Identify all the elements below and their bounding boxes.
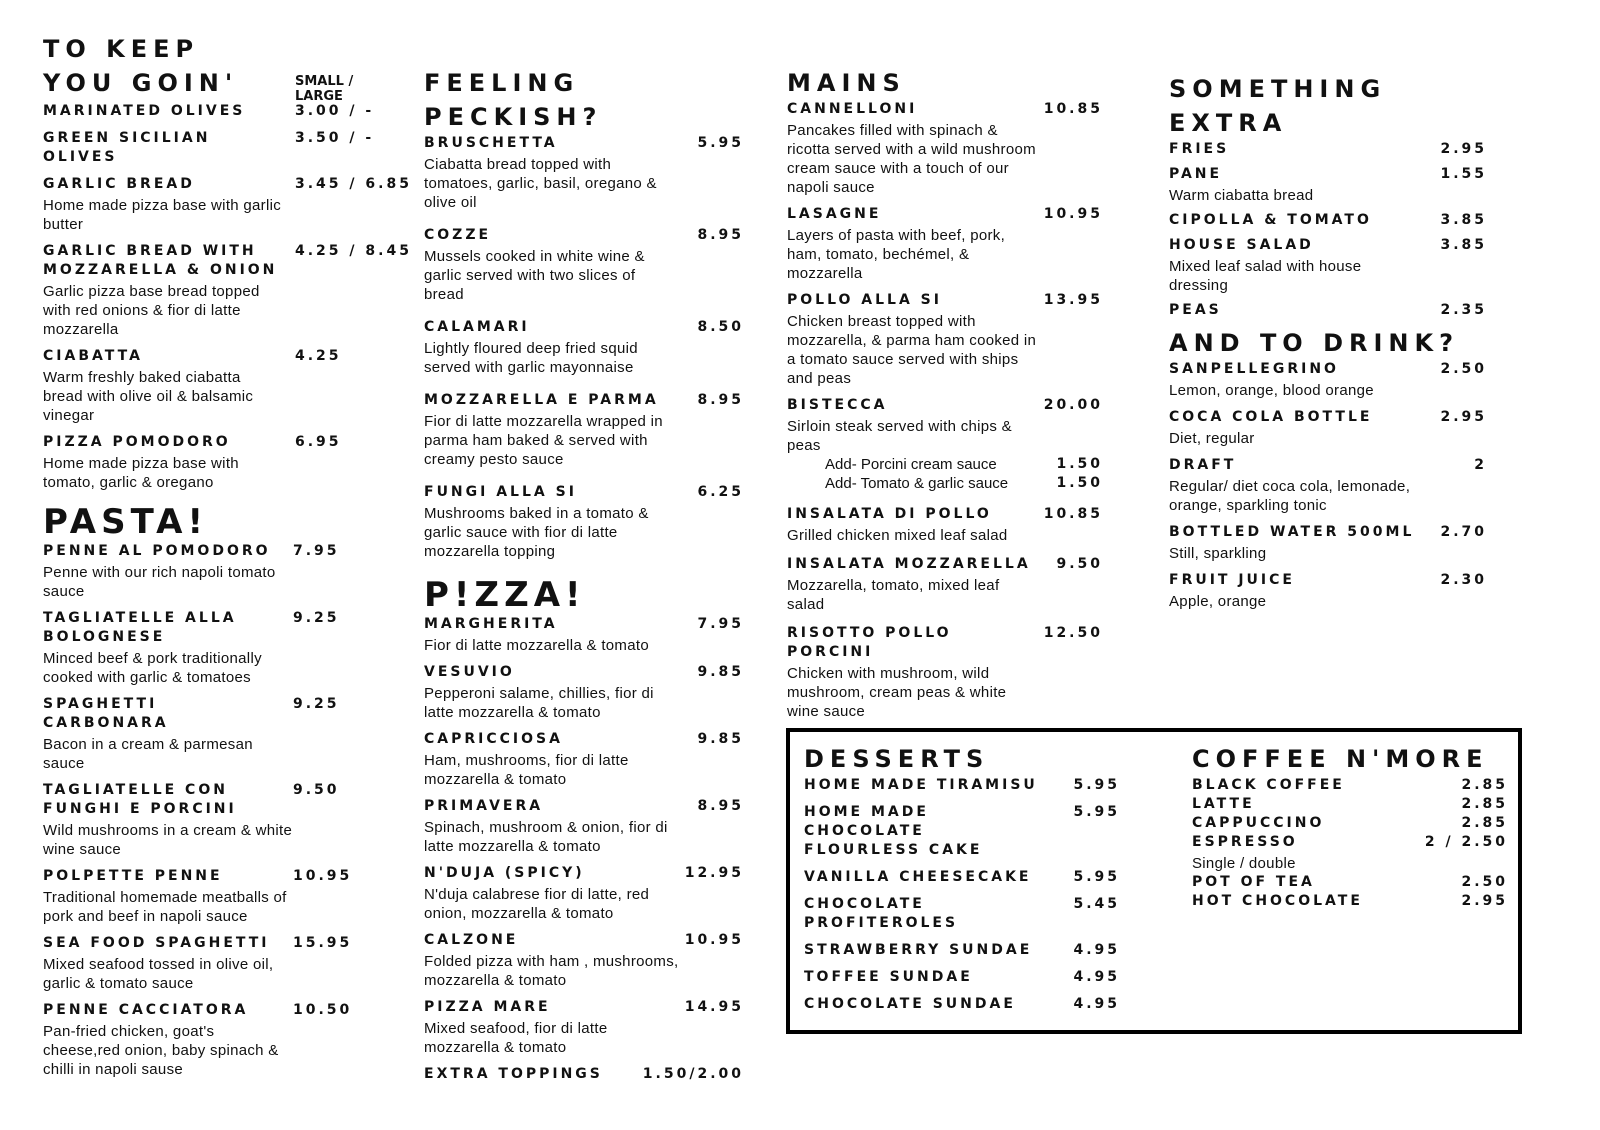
menu-item-name: INSALATA DI POLLO (787, 506, 992, 522)
menu-item-row (787, 505, 1103, 524)
menu-item-name: POLPETTE PENNE (43, 868, 223, 884)
menu-item-name: CANNELLONI (787, 101, 918, 117)
menu-item-name: HOME MADE CHOCOLATE FLOURLESS CAKE (804, 804, 983, 858)
menu-item-description: Sirloin steak served with chips & peas (787, 418, 1012, 454)
menu-item-name: PENNE AL POMODORO (43, 543, 271, 559)
menu-item-description: Penne with our rich napoli tomato sauce (43, 564, 276, 600)
menu-item-description: Chicken with mushroom, wild mushroom, cream peas & white wine sauce (787, 665, 1007, 720)
peckish-title: FEELING PECKISH? (424, 69, 603, 131)
menu-item-price: 8.95 (697, 227, 744, 243)
menu-item-price: 5.95 (1073, 804, 1120, 820)
menu-item (424, 615, 744, 655)
menu-item-name: CHOCOLATE SUNDAE (804, 996, 1016, 1012)
menu-item-price: 7.95 (697, 616, 744, 632)
menu-item-price: 4.95 (1073, 942, 1120, 958)
menu-item-price: 9.85 (697, 731, 744, 747)
menu-item-name: SEA FOOD SPAGHETTI (43, 935, 270, 951)
menu-item-row (424, 318, 744, 337)
menu-item-price: 1.50/2.00 (642, 1066, 744, 1082)
menu-item-price: 10.85 (1043, 506, 1103, 522)
menu-item-description: Minced beef & pork traditionally cooked with garlic & tomatoes (43, 650, 262, 686)
menu-item-row (43, 433, 403, 452)
menu-item-description: Warm freshly baked ciabatta bread with olive oil & balsamic vinegar (43, 369, 254, 424)
menu-item (1169, 140, 1487, 159)
menu-item (43, 242, 412, 339)
column-peckish-pizza (424, 66, 744, 1092)
menu-item-price: 12.95 (684, 865, 744, 881)
menu-item-row (1169, 456, 1487, 475)
menu-item-row (1169, 211, 1487, 230)
menu-item-row (424, 1065, 744, 1084)
menu-item-row (1169, 236, 1487, 255)
menu-item (43, 542, 353, 601)
menu-item (424, 1065, 744, 1084)
menu-item (43, 347, 403, 425)
menu-item (424, 931, 744, 990)
addon-row (787, 455, 1103, 474)
menu-item-row (43, 867, 353, 886)
menu-item-price: 12.50 (1043, 625, 1103, 641)
menu-item-row (1192, 833, 1508, 852)
menu-item-row (804, 968, 1120, 987)
menu-item-name: BISTECCA (787, 397, 888, 413)
menu-item-name: TAGLIATELLE CON FUNGHI E PORCINI (43, 782, 237, 817)
keep-list (43, 102, 412, 492)
menu-item-price: 9.25 (293, 610, 340, 626)
menu-item (43, 781, 353, 859)
menu-item-name: HOME MADE TIRAMISU (804, 777, 1038, 793)
menu-item-description: Pan-fried chicken, goat's cheese,red onion, baby spinach & chilli in napoli sause (43, 1023, 279, 1078)
menu-item-price: 6.25 (697, 484, 744, 500)
menu-item (1169, 236, 1487, 295)
menu-item-row (424, 931, 744, 950)
menu-item-name: PRIMAVERA (424, 798, 544, 814)
menu-item-price: 10.95 (1043, 206, 1103, 222)
menu-item (424, 318, 744, 377)
menu-item-name: VANILLA CHEESECAKE (804, 869, 1032, 885)
menu-item-name: COZZE (424, 227, 492, 243)
menu-item-row (1169, 408, 1487, 427)
menu-item-name: COCA COLA BOTTLE (1169, 409, 1373, 425)
menu-item-description: Lemon, orange, blood orange (1169, 382, 1374, 399)
menu-item (804, 868, 1120, 887)
menu-item-description: Bacon in a cream & parmesan sauce (43, 736, 253, 772)
menu-item-name: RISOTTO POLLO PORCINI (787, 625, 952, 660)
menu-item-price: 1.55 (1440, 166, 1487, 182)
menu-item-row (804, 803, 1120, 860)
menu-item-row (1169, 523, 1487, 542)
menu-item-row (804, 995, 1120, 1014)
menu-item-price: 9.25 (293, 696, 340, 712)
menu-item-row (43, 542, 353, 561)
menu-item-name: MARGHERITA (424, 616, 558, 632)
menu-item-price: 4.95 (1073, 969, 1120, 985)
pizza-title: P!ZZA! (424, 575, 586, 615)
menu-item-name: STRAWBERRY SUNDAE (804, 942, 1033, 958)
menu-item-description: Ciabatta bread topped with tomatoes, garlic, basil, oregano & olive oil (424, 156, 657, 211)
menu-item-description: Spinach, mushroom & onion, fior di latte mozzarella & tomato (424, 819, 668, 855)
menu-item-name: FRUIT JUICE (1169, 572, 1295, 588)
menu-item-row (43, 129, 403, 167)
menu-item (787, 291, 1103, 388)
menu-item-price: 10.95 (293, 868, 353, 884)
menu-item (1192, 814, 1508, 833)
menu-item-description: Diet, regular (1169, 430, 1255, 447)
column-extra-drinks (1169, 72, 1487, 619)
menu-item (1169, 456, 1487, 515)
mains-list-2 (787, 505, 1103, 721)
menu-item-name: CALZONE (424, 932, 519, 948)
menu-item (43, 129, 403, 167)
menu-item-name: PIZZA MARE (424, 999, 551, 1015)
menu-item-row (43, 175, 412, 194)
menu-item (424, 483, 744, 561)
menu-item-price: 15.95 (293, 935, 353, 951)
menu-item-price: 8.95 (697, 392, 744, 408)
size-header: SMALL / LARGE (295, 74, 354, 104)
menu-item-row (787, 624, 1103, 662)
extra-list (1169, 140, 1487, 320)
menu-item-row (1169, 140, 1487, 159)
menu-item-price: 2.95 (1461, 893, 1508, 909)
menu-item-price: 10.95 (684, 932, 744, 948)
menu-item-name: VESUVIO (424, 664, 515, 680)
addon-row (787, 474, 1103, 493)
menu-item-name: GARLIC BREAD (43, 176, 195, 192)
menu-item-description: Garlic pizza base bread topped with red onions & fior di latte mozzarella (43, 283, 260, 338)
menu-item (424, 226, 744, 304)
menu-item-price: 9.50 (293, 782, 340, 798)
menu-item (787, 505, 1103, 545)
menu-item-row (424, 483, 744, 502)
menu-item-price: 7.95 (293, 543, 340, 559)
column-mains (787, 66, 1103, 731)
extra-title: SOMETHING EXTRA (1169, 75, 1387, 137)
menu-item (804, 803, 1120, 860)
menu-item-name: CALAMARI (424, 319, 530, 335)
keep-title-line2: YOU GOIN' (43, 69, 239, 97)
menu-item (424, 730, 744, 789)
menu-item (43, 609, 353, 687)
menu-item-row (424, 998, 744, 1017)
menu-item-name: TAGLIATELLE ALLA BOLOGNESE (43, 610, 237, 645)
menu-item (1169, 165, 1487, 205)
menu-item (43, 102, 403, 121)
menu-item-name: GARLIC BREAD WITH MOZZARELLA & ONION (43, 243, 278, 278)
menu-item (804, 776, 1120, 795)
menu-item-name: POT OF TEA (1192, 874, 1315, 890)
menu-item-row (787, 205, 1103, 224)
menu-item-name: BRUSCHETTA (424, 135, 558, 151)
menu-item-row (424, 134, 744, 153)
menu-item-description: Home made pizza base with tomato, garlic & oregano (43, 455, 239, 491)
menu-item-description: Chicken breast topped with mozzarella, & parma ham cooked in a tomato sauce served with ships and peas (787, 313, 1037, 387)
menu-item-name: TOFFEE SUNDAE (804, 969, 973, 985)
menu-item-price: 5.45 (1073, 896, 1120, 912)
menu-item-price: 2.35 (1440, 302, 1487, 318)
menu-item (1192, 776, 1508, 795)
menu-item-price: 4.95 (1073, 996, 1120, 1012)
menu-item-row (424, 864, 744, 883)
menu-item-price: 8.95 (697, 798, 744, 814)
menu-item-description: Still, sparkling (1169, 545, 1267, 562)
menu-item-row (424, 797, 744, 816)
menu-item-description: Mixed seafood tossed in olive oil, garlic & tomato sauce (43, 956, 274, 992)
menu-item-price: 5.95 (697, 135, 744, 151)
menu-item-description: Regular/ diet coca cola, lemonade, orange, sparkling tonic (1169, 478, 1411, 514)
menu-item-price: 4.25 / 8.45 (295, 243, 412, 259)
menu-item-row (1192, 795, 1508, 814)
menu-item-name: PIZZA POMODORO (43, 434, 231, 450)
menu-item-price: 10.85 (1043, 101, 1103, 117)
menu-item-row (424, 663, 744, 682)
menu-item (787, 396, 1103, 455)
menu-item-price: 2.30 (1440, 572, 1487, 588)
desserts-title: DESSERTS (804, 745, 990, 773)
mains-addons (787, 455, 1103, 493)
menu-item (1169, 301, 1487, 320)
menu-item-price: 2.50 (1461, 874, 1508, 890)
menu-item-row (424, 730, 744, 749)
menu-item-row (787, 291, 1103, 310)
menu-item-description: Lightly floured deep fried squid served with garlic mayonnaise (424, 340, 638, 376)
menu-item (43, 695, 353, 773)
menu-item-price: 2.50 (1440, 361, 1487, 377)
menu-item-price: 9.50 (1056, 556, 1103, 572)
menu-item-price: 2.85 (1461, 796, 1508, 812)
coffee-title: COFFEE N'MORE (1192, 745, 1489, 773)
menu-item-name: DRAFT (1169, 457, 1237, 473)
keep-header (43, 32, 403, 104)
menu-item-price: 13.95 (1043, 292, 1103, 308)
coffee-list (1192, 776, 1508, 911)
menu-item-price: 2.70 (1440, 524, 1487, 540)
menu-item (43, 867, 353, 926)
addon-price: 1.50 (1056, 456, 1103, 472)
menu-item (804, 995, 1120, 1014)
mains-list (787, 100, 1103, 455)
menu-item-description: Mixed leaf salad with house dressing (1169, 258, 1362, 294)
menu-item-row (43, 695, 353, 733)
menu-item-description: Fior di latte mozzarella wrapped in parma ham baked & served with creamy pesto sauce (424, 413, 663, 468)
menu-item-description: Fior di latte mozzarella & tomato (424, 637, 649, 654)
menu-item-name: CAPPUCCINO (1192, 815, 1325, 831)
menu-item-description: Apple, orange (1169, 593, 1267, 610)
menu-item (1169, 408, 1487, 448)
menu-item-row (1169, 301, 1487, 320)
menu-item (804, 895, 1120, 933)
menu-item-price: 4.25 (295, 348, 342, 364)
menu-item-row (804, 776, 1120, 795)
menu-item (1169, 571, 1487, 611)
menu-item-row (1169, 360, 1487, 379)
menu-item-name: SPAGHETTI CARBONARA (43, 696, 169, 731)
menu-item-name: SANPELLEGRINO (1169, 361, 1339, 377)
menu-item-description: Traditional homemade meatballs of pork and beef in napoli sauce (43, 889, 287, 925)
menu-item-description: N'duja calabrese fior di latte, red onion, mozzarella & tomato (424, 886, 650, 922)
menu-item-price: 3.85 (1440, 212, 1487, 228)
menu-item-name: HOT CHOCOLATE (1192, 893, 1363, 909)
menu-item (424, 391, 744, 469)
menu-item-description: Mussels cooked in white wine & garlic served with two slices of bread (424, 248, 645, 303)
menu-item-description: Warm ciabatta bread (1169, 187, 1314, 204)
menu-item (1192, 873, 1508, 892)
menu-item-description: Home made pizza base with garlic butter (43, 197, 282, 233)
menu-item-price: 3.85 (1440, 237, 1487, 253)
menu-item-name: PEAS (1169, 302, 1222, 318)
menu-item-price: 3.50 / - (295, 130, 375, 146)
menu-item-description: Layers of pasta with beef, pork, ham, tomato, bechémel, & mozzarella (787, 227, 1006, 282)
desserts-section (804, 742, 1120, 1022)
menu-item-row (43, 102, 403, 121)
menu-item-description: Grilled chicken mixed leaf salad (787, 527, 1008, 544)
menu-item (43, 934, 353, 993)
addon-name: Add- Porcini cream sauce (825, 456, 997, 473)
menu-item-row (1169, 571, 1487, 590)
menu-item-description: Folded pizza with ham , mushrooms, mozzarella & tomato (424, 953, 679, 989)
menu-item-name: CAPRICCIOSA (424, 731, 563, 747)
menu-item-name: LASAGNE (787, 206, 882, 222)
menu-item (1169, 360, 1487, 400)
menu-item-row (43, 347, 403, 366)
menu-item-description: Pepperoni salame, chillies, fior di latte mozzarella & tomato (424, 685, 654, 721)
menu-item-price: 2 (1474, 457, 1487, 473)
menu-item-name: GREEN SICILIAN OLIVES (43, 130, 211, 165)
menu-item-description: Wild mushrooms in a cream & white wine sauce (43, 822, 293, 858)
menu-item-row (43, 609, 353, 647)
menu-item-row (1192, 873, 1508, 892)
menu-item-price: 9.85 (697, 664, 744, 680)
menu-item (1169, 523, 1487, 563)
addon-name: Add- Tomato & garlic sauce (825, 475, 1009, 492)
menu-item-price: 14.95 (684, 999, 744, 1015)
menu-item-row (424, 615, 744, 634)
menu-item-row (787, 396, 1103, 415)
menu-item-description: Single / double (1192, 855, 1296, 872)
menu-item (424, 864, 744, 923)
menu-item (424, 663, 744, 722)
menu-item-row (43, 934, 353, 953)
mains-title: MAINS (787, 69, 906, 97)
menu-item (787, 100, 1103, 197)
menu-item-row (1192, 776, 1508, 795)
menu-item-row (424, 391, 744, 410)
menu-item-row (1192, 814, 1508, 833)
menu-item-price: 20.00 (1043, 397, 1103, 413)
menu-item-description: Mixed seafood, fior di latte mozzarella & tomato (424, 1020, 608, 1056)
menu-item (1192, 795, 1508, 814)
menu-item (1192, 892, 1508, 911)
menu-item (804, 968, 1120, 987)
menu-item (787, 624, 1103, 721)
menu-item-name: BOTTLED WATER 500ML (1169, 524, 1415, 540)
menu-item-price: 10.50 (293, 1002, 353, 1018)
menu-item-price: 5.95 (1073, 869, 1120, 885)
menu-item (1169, 211, 1487, 230)
menu-item-description: Ham, mushrooms, fior di latte mozzarella & tomato (424, 752, 629, 788)
menu-item-price: 8.50 (697, 319, 744, 335)
menu-item-price: 3.45 / 6.85 (295, 176, 412, 192)
drink-list (1169, 360, 1487, 611)
menu-item-name: BLACK COFFEE (1192, 777, 1345, 793)
menu-item-description: Pancakes filled with spinach & ricotta served with a wild mushroom cream sauce with a touch of our napoli sauce (787, 122, 1036, 196)
pasta-list (43, 542, 353, 1079)
peckish-list (424, 134, 744, 561)
keep-title-line1: TO KEEP (43, 35, 200, 63)
menu-item-row (43, 242, 412, 280)
menu-item (787, 205, 1103, 283)
menu-item-price: 3.00 / - (295, 103, 375, 119)
desserts-list (804, 776, 1120, 1014)
menu-item-price: 2 / 2.50 (1424, 834, 1508, 850)
menu-item (424, 797, 744, 856)
menu-item-name: HOUSE SALAD (1169, 237, 1314, 253)
menu-item (424, 998, 744, 1057)
menu-item-row (804, 895, 1120, 933)
menu-item-price: 2.85 (1461, 777, 1508, 793)
menu-item (804, 941, 1120, 960)
menu-item-row (1192, 892, 1508, 911)
menu-item-name: CHOCOLATE PROFITEROLES (804, 896, 959, 931)
menu-item-name: PANE (1169, 166, 1223, 182)
menu-item-name: LATTE (1192, 796, 1255, 812)
menu-item (787, 555, 1103, 614)
menu-item (43, 175, 412, 234)
addon-price: 1.50 (1056, 475, 1103, 491)
menu-item (43, 433, 403, 492)
menu-item-name: INSALATA MOZZARELLA (787, 556, 1031, 572)
menu-item-name: EXTRA TOPPINGS (424, 1066, 603, 1082)
menu-item-name: FRIES (1169, 141, 1230, 157)
pizza-list (424, 615, 744, 1084)
menu-item-name: FUNGI ALLA SI (424, 484, 577, 500)
menu-item (43, 1001, 353, 1079)
menu-item-price: 2.95 (1440, 409, 1487, 425)
menu-item-name: CIABATTA (43, 348, 143, 364)
menu-item-row (43, 781, 353, 819)
menu-item-price: 2.85 (1461, 815, 1508, 831)
menu-item-name: PENNE CACCIATORA (43, 1002, 249, 1018)
menu-item-name: POLLO ALLA SI (787, 292, 942, 308)
menu-item-price: 2.95 (1440, 141, 1487, 157)
menu-item (1192, 833, 1508, 873)
menu-item-row (804, 868, 1120, 887)
menu-item-description: Mozzarella, tomato, mixed leaf salad (787, 577, 1000, 613)
menu-item-row (804, 941, 1120, 960)
menu-item-row (424, 226, 744, 245)
menu-item-name: CIPOLLA & TOMATO (1169, 212, 1372, 228)
menu-item (424, 134, 744, 212)
pasta-title: PASTA! (43, 502, 208, 542)
menu-item-price: 5.95 (1073, 777, 1120, 793)
menu-item-description: Mushrooms baked in a tomato & garlic sauce with fior di latte mozzarella topping (424, 505, 649, 560)
menu-item-row (43, 1001, 353, 1020)
menu-item-name: MARINATED OLIVES (43, 103, 246, 119)
menu-item-name: N'DUJA (SPICY) (424, 865, 585, 881)
menu-item-name: ESPRESSO (1192, 834, 1298, 850)
menu-item-row (1169, 165, 1487, 184)
coffee-section (1192, 742, 1508, 911)
menu-item-price: 6.95 (295, 434, 342, 450)
drink-title: AND TO DRINK? (1169, 329, 1460, 357)
menu-item-name: MOZZARELLA E PARMA (424, 392, 659, 408)
desserts-coffee-box (786, 728, 1522, 1034)
column-starters-pasta (43, 32, 412, 1087)
menu-item-row (787, 555, 1103, 574)
menu-item-row (787, 100, 1103, 119)
